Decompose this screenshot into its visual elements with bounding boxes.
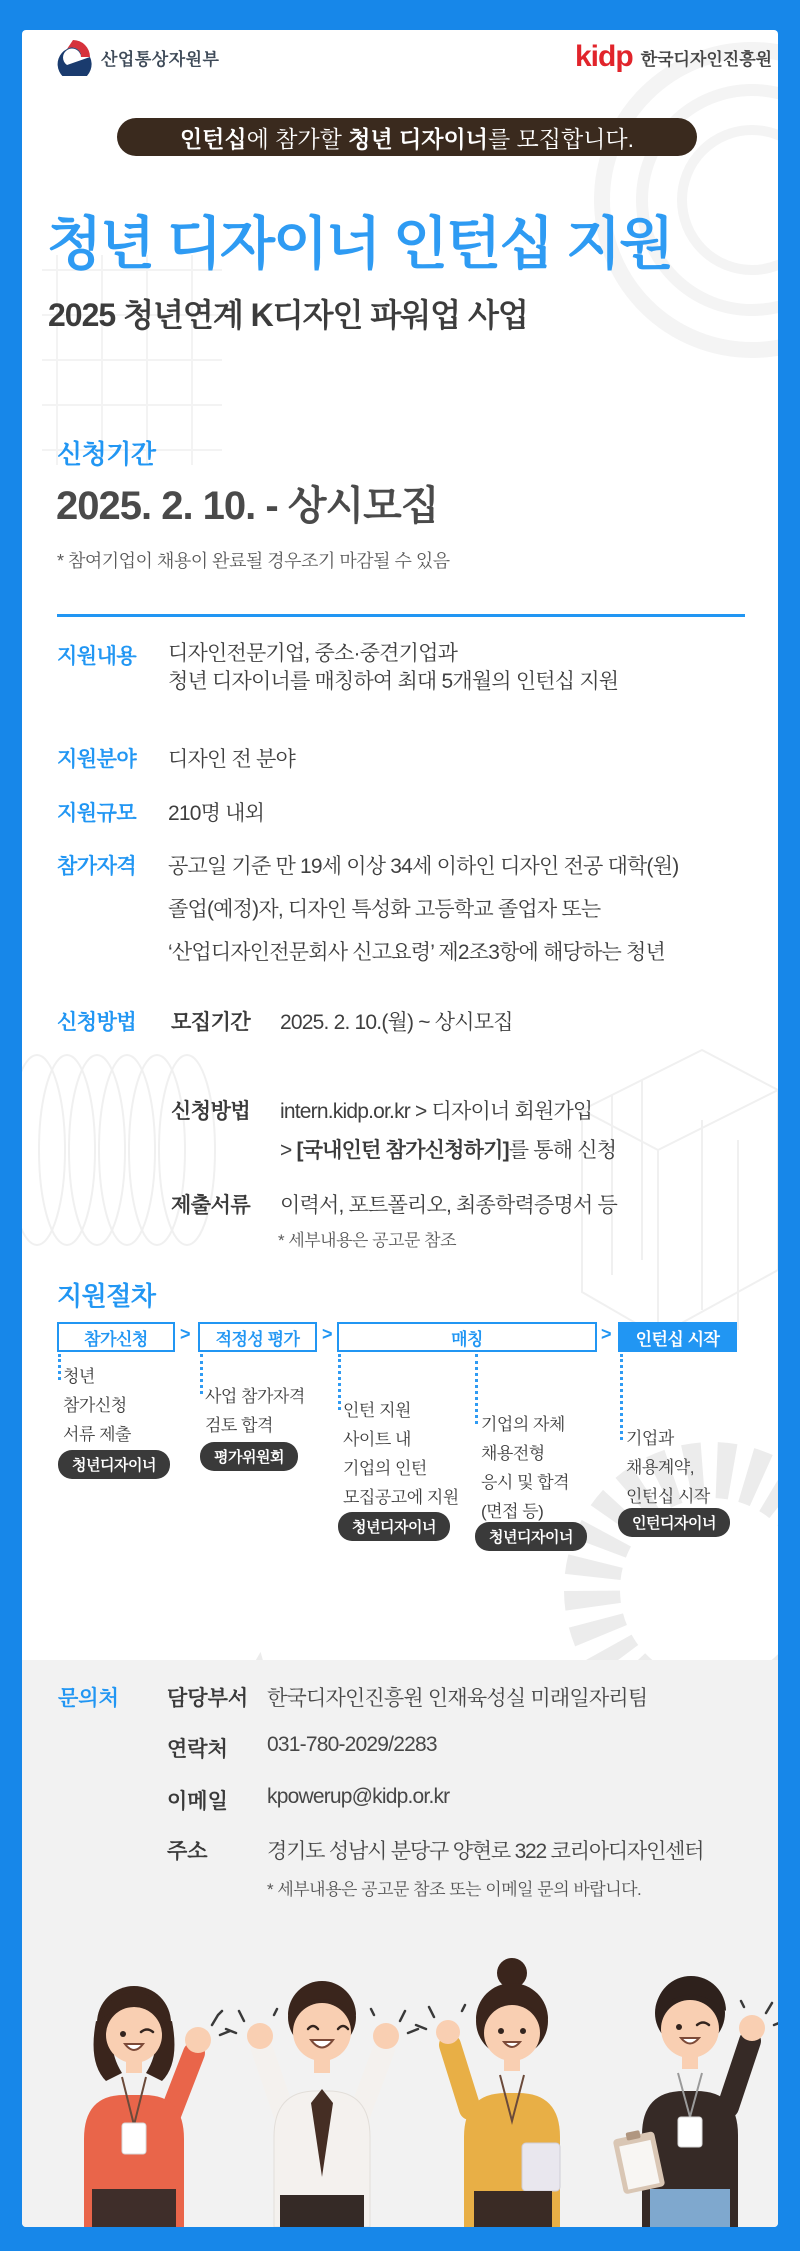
process-col1-line2: 참가신청: [63, 1396, 127, 1415]
kidp-org-label: 한국디자인진흥원: [640, 50, 773, 69]
process-step-apply: 참가신청: [57, 1322, 175, 1352]
process-column-2: [205, 1382, 305, 1440]
qualification-line1: 공고일 기준 만 19세 이상 34세 이하인 디자인 전공 대학(원): [168, 855, 679, 878]
process-dotted-line-3: [338, 1354, 341, 1410]
process-col3-line3: 기업의 인턴: [343, 1459, 427, 1478]
gov-logo-mark-icon: [54, 38, 92, 76]
process-col3-badge: 청년디자이너: [338, 1512, 450, 1541]
process-col2-badge: 평가위원회: [200, 1442, 298, 1471]
apply-line2-prefix: >: [280, 1139, 297, 1162]
qualification-line3: ‘산업디자인전문회사 신고요령’ 제2조3항에 해당하는 청년: [168, 941, 666, 964]
info-label-field: 지원분야: [57, 748, 137, 771]
illustration-young-designers: [22, 1937, 778, 2227]
person-4: [612, 1976, 778, 2227]
kidp-logo: [575, 42, 772, 72]
apply-line2-bold: [국내인턴 참가신청하기]: [296, 1139, 509, 1162]
contact-row-address: [167, 1835, 259, 1865]
process-arrow-3: >: [601, 1324, 612, 1344]
contact-address-key: 주소: [167, 1840, 208, 1863]
contact-tel-value: 031-780-2029/2283: [267, 1733, 437, 1756]
method-docs-value: 이력서, 포트폴리오, 최종학력증명서 등: [280, 1194, 617, 1217]
process-heading: 지원절차: [57, 1281, 156, 1311]
info-value-qualification: [168, 845, 678, 974]
gov-logo-label: 산업통상자원부: [101, 49, 220, 69]
process-col5-line2: 채용계약,: [626, 1458, 694, 1477]
contact-address-value: 경기도 성남시 분당구 양현로 322 코리아디자인센터: [267, 1840, 704, 1863]
process-col4-line1: 기업의 자체: [481, 1415, 565, 1434]
banner-bold-1: 인턴십: [179, 125, 247, 152]
poster-card: [22, 30, 778, 2227]
method-apply-line2: [280, 1134, 616, 1164]
method-recruit-key: 모집기간: [171, 1011, 251, 1034]
process-col3-line4: 모집공고에 지원: [343, 1488, 459, 1507]
info-label-scale: 지원규모: [57, 802, 137, 825]
banner-text-1: 에 참가할: [246, 125, 349, 152]
person-3: [416, 1958, 560, 2227]
process-col4-line4: (면접 등): [481, 1502, 544, 1521]
info-content-line1: 디자인전문기업, 중소·중견기업과: [168, 642, 458, 665]
person-1: [84, 1986, 230, 2227]
contact-row-email: [167, 1785, 259, 1815]
method-recruit-value: 2025. 2. 10.(월) ~ 상시모집: [280, 1011, 513, 1034]
process-col2-line1: 사업 참가자격: [205, 1387, 305, 1406]
process-col4-line2: 채용전형: [481, 1444, 545, 1463]
period-note: * 참여기업이 채용이 완료될 경우조기 마감될 수 있음: [57, 551, 450, 571]
info-content-line2: 청년 디자이너를 매칭하여 최대 5개월의 인턴십 지원: [168, 670, 619, 693]
process-dotted-line-5: [620, 1354, 623, 1440]
process-dotted-line-4: [475, 1354, 478, 1424]
method-docs-note: * 세부내용은 공고문 참조: [278, 1231, 457, 1250]
period-heading: 신청기간: [57, 439, 156, 469]
info-label-content: 지원내용: [57, 645, 137, 668]
divider: [57, 614, 745, 617]
method-apply-key: 신청방법: [171, 1100, 251, 1123]
contact-note: * 세부내용은 공고문 참조 또는 이메일 문의 바랍니다.: [267, 1880, 642, 1899]
process-col1-line3: 서류 제출: [63, 1425, 131, 1444]
contact-email-value: kpowerup@kidp.or.kr: [267, 1785, 450, 1808]
process-step-evaluation: 적정성 평가: [198, 1322, 317, 1352]
info-value-field: 디자인 전 분야: [168, 748, 295, 771]
process-step-matching: 매칭: [337, 1322, 597, 1352]
contact-email-key: 이메일: [167, 1790, 228, 1813]
contact-heading: 문의처: [58, 1687, 119, 1710]
info-label-method: 신청방법: [57, 1011, 137, 1034]
apply-line2-post: 를 통해 신청: [508, 1139, 617, 1162]
process-col5-badge: 인턴디자이너: [618, 1508, 730, 1537]
process-column-3: [343, 1396, 459, 1512]
banner-text-2: 를 모집합니다.: [487, 125, 635, 152]
process-col4-line3: 응시 및 합격: [481, 1473, 570, 1492]
contact-dept-value: 한국디자인진흥원 인재육성실 미래일자리팀: [267, 1687, 648, 1710]
info-label-qualification: 참가자격: [57, 855, 137, 878]
process-column-4: [481, 1410, 569, 1526]
process-arrow-2: >: [322, 1324, 333, 1344]
method-docs-key: 제출서류: [171, 1194, 251, 1217]
page-title: 청년 디자이너 인턴십 지원: [47, 212, 673, 276]
process-col3-line2: 사이트 내: [343, 1430, 411, 1449]
kidp-logo-word: kidp: [575, 40, 633, 73]
person-2: [226, 1981, 418, 2227]
process-step-internship-start: 인턴십 시작: [618, 1322, 737, 1352]
process-arrow-1: >: [180, 1324, 191, 1344]
process-col1-badge: 청년디자이너: [58, 1450, 170, 1479]
process-col4-badge: 청년디자이너: [475, 1522, 587, 1551]
info-value-scale: 210명 내외: [168, 802, 265, 825]
contact-tel-key: 연락처: [167, 1738, 228, 1761]
process-col5-line1: 기업과: [626, 1429, 674, 1448]
process-col1-line1: 청년: [63, 1367, 95, 1386]
process-col5-line3: 인턴십 시작: [626, 1487, 710, 1506]
banner-bold-2: 청년 디자이너: [348, 125, 488, 152]
process-col2-line2: 검토 합격: [205, 1416, 273, 1435]
process-column-1: [63, 1362, 131, 1449]
gov-logo: [54, 38, 219, 76]
process-column-5: [626, 1424, 710, 1511]
contact-dept-key: 담당부서: [167, 1687, 249, 1710]
process-dotted-line-2: [200, 1354, 203, 1394]
method-apply-value: intern.kidp.or.kr > 디자이너 회원가입: [280, 1100, 593, 1123]
process-col3-line1: 인턴 지원: [343, 1401, 411, 1420]
contact-row-tel: [167, 1733, 259, 1763]
recruit-banner: [117, 118, 697, 156]
info-value-content: [168, 640, 618, 696]
period-date: 2025. 2. 10. - 상시모집: [56, 484, 439, 528]
process-dotted-line-1: [58, 1354, 61, 1380]
qualification-line2: 졸업(예정)자, 디자인 특성화 고등학교 졸업자 또는: [168, 898, 601, 921]
page-subtitle: 2025 청년연계 K디자인 파워업 사업: [48, 297, 528, 333]
contact-row-dept: [167, 1682, 259, 1712]
